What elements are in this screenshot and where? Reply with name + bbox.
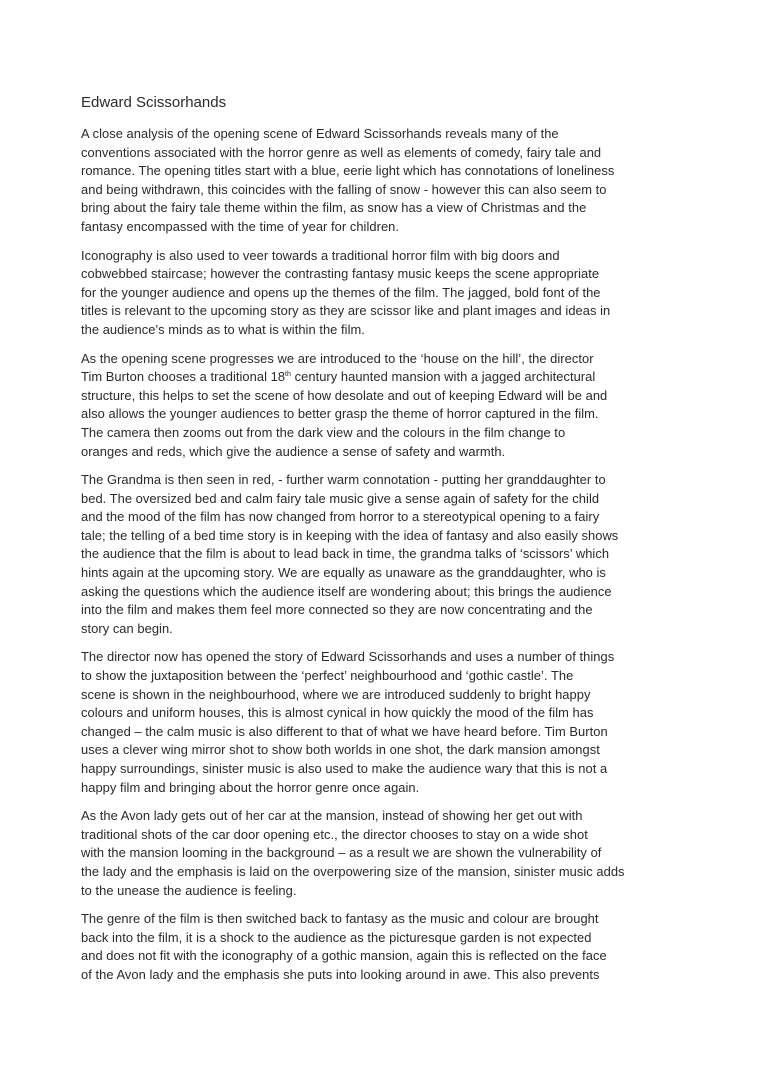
text-line: tale; the telling of a bed time story is in keeping with the idea of fantasy and also easily shows — [81, 527, 619, 543]
text-line: oranges and reds, which give the audience a sense of safety and warmth. — [81, 443, 506, 459]
text-line: for the younger audience and opens up the themes of the film. The jagged, bold font of the — [81, 284, 601, 300]
paragraphs — [81, 125, 701, 985]
text-segment: century haunted mansion with a jagged architectural — [291, 369, 596, 385]
text-line: fantasy encompassed with the time of year for children. — [81, 218, 400, 234]
text-line: the audience that the film is about to lead back in time, the grandma talks of ‘scissors’ which — [81, 546, 610, 562]
text-line: The camera then zooms out from the dark view and the colours in the film change to — [81, 424, 566, 440]
text-line: conventions associated with the horror genre as well as elements of comedy, fairy tale and — [81, 144, 602, 160]
document-body — [81, 94, 701, 995]
text-line: As the Avon lady gets out of her car at the mansion, instead of showing her get out with — [81, 808, 583, 824]
text-line: changed – the calm music is also different to that of what we have heard before. Tim Burton — [81, 723, 608, 739]
text-line: happy surroundings, sinister music is also used to make the audience wary that this is not a — [81, 761, 608, 776]
text-line: with the mansion looming in the background – as a result we are shown the vulnerability of — [81, 845, 602, 861]
text-line: the audience’s minds as to what is within the film. — [81, 321, 365, 337]
text-line: to show the juxtaposition between the ‘perfect’ neighbourhood and ‘gothic castle’. The — [81, 668, 574, 684]
text-line: titles is relevant to the upcoming story as they are scissor like and plant images and ideas in — [81, 303, 611, 319]
text-line: The director now has opened the story of Edward Scissorhands and uses a number of things — [81, 649, 615, 665]
text-line: and does not fit with the iconography of a gothic mansion, again this is reflected on the face — [81, 948, 607, 964]
text-line: to the unease the audience is feeling. — [81, 882, 297, 898]
text-line: The genre of the film is then switched back to fantasy as the music and colour are brought — [81, 911, 599, 927]
text-line: into the film and makes them feel more connected so they are now concentrating and the — [81, 602, 593, 618]
text-line: happy film and bringing about the horror genre once again. — [81, 779, 420, 795]
text-line: traditional shots of the car door opening etc., the director chooses to stay on a wide shot — [81, 826, 588, 842]
text-line: structure, this helps to set the scene of how desolate and out of keeping Edward will be and — [81, 387, 608, 403]
text-line: and being withdrawn, this coincides with the falling of snow - however this can also seem to — [81, 181, 607, 197]
text-line: asking the questions which the audience itself are wondering about; this brings the audience — [81, 583, 612, 599]
paragraph — [81, 125, 701, 237]
document-title: Edward Scissorhands — [81, 94, 227, 111]
text-line: The Grandma is then seen in red, - further warm connotation - putting her granddaughter to — [81, 472, 606, 488]
paragraph — [81, 350, 701, 462]
paragraph — [81, 910, 701, 984]
text-segment: Tim Burton chooses a traditional 18 — [81, 369, 286, 385]
text-line: hints again at the upcoming story. We are equally as unaware as the granddaughter, who is — [81, 565, 606, 581]
text-line: A close analysis of the opening scene of Edward Scissorhands reveals many of the — [81, 126, 559, 141]
paragraph — [81, 807, 701, 900]
text-line: the lady and the emphasis is laid on the overpowering size of the mansion, sinister music adds — [81, 863, 625, 879]
text-line: scene is shown in the neighbourhood, where we are introduced suddenly to bright happy — [81, 686, 591, 702]
text-line: romance. The opening titles start with a blue, eerie light which has connotations of loneliness — [81, 163, 615, 179]
paragraph — [81, 247, 701, 340]
text-line: As the opening scene progresses we are introduced to the ‘house on the hill’, the director — [81, 350, 594, 366]
text-line: back into the film, it is a shock to the audience as the picturesque garden is not expected — [81, 929, 592, 945]
superscript: th — [285, 371, 291, 379]
text-line: and the mood of the film has now changed from horror to a stereotypical opening to a fairy — [81, 509, 600, 525]
text-line: uses a clever wing mirror shot to show both worlds in one shot, the dark mansion amongst — [81, 742, 600, 758]
text-line: Iconography is also used to veer towards a traditional horror film with big doors and — [81, 247, 560, 263]
text-line: colours and uniform houses, this is almost cynical in how quickly the mood of the film has — [81, 705, 594, 721]
text-line: bed. The oversized bed and calm fairy tale music give a sense again of safety for the child — [81, 490, 600, 506]
text-line: story can begin. — [81, 620, 173, 636]
text-line — [81, 368, 701, 387]
paragraph — [81, 471, 701, 638]
paragraph — [81, 648, 701, 797]
text-line: bring about the fairy tale theme within the film, as snow has a view of Christmas and the — [81, 200, 587, 216]
text-line: of the Avon lady and the emphasis she puts into looking around in awe. This also prevents — [81, 966, 600, 982]
text-line: also allows the younger audiences to better grasp the theme of horror captured in the film. — [81, 406, 599, 422]
text-line: cobwebbed staircase; however the contrasting fantasy music keeps the scene appropriate — [81, 266, 600, 282]
